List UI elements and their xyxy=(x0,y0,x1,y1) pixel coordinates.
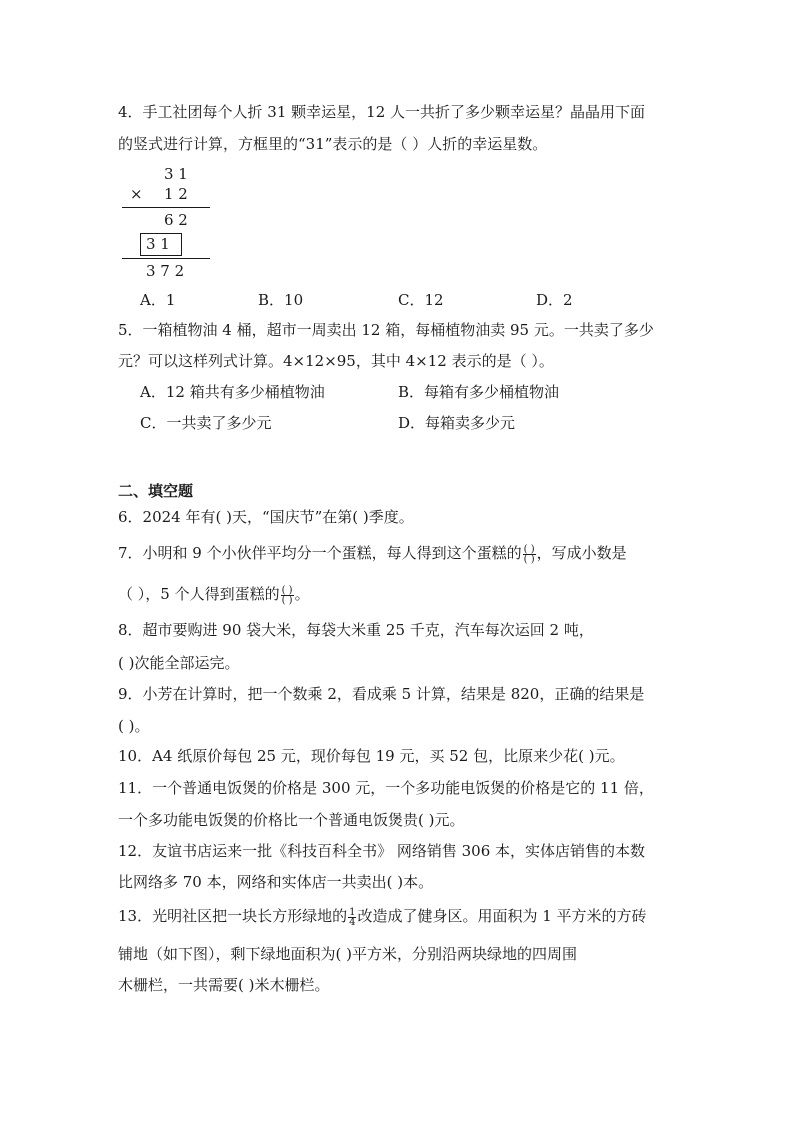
q5-option-d: D．每箱卖多少元 xyxy=(398,414,516,432)
q8-line2: ( )次能全部运完。 xyxy=(118,654,240,672)
q4-option-d: D．2 xyxy=(536,291,573,309)
q9-line1: 9．小芳在计算时，把一个数乘 2，看成乘 5 计算，结果是 820，正确的结果是 xyxy=(118,685,645,703)
q7-line1-start: 7．小明和 9 个小伙伴平均分一个蛋糕，每人得到这个蛋糕的 xyxy=(118,544,522,562)
vm-times-sign: × xyxy=(130,185,143,203)
q7-fraction-1-num: ( ) xyxy=(523,543,535,555)
vm-multiplicand: 3 1 xyxy=(164,165,188,183)
q4-line1: 4．手工社团每个人折 31 颗幸运星，12 人一共折了多少颗幸运星？晶晶用下面 xyxy=(118,103,646,121)
q5-option-c: C．一共卖了多少元 xyxy=(140,414,272,432)
q7-line1-end: ，写成小数是 xyxy=(536,544,627,562)
q4-line2: 的竖式进行计算，方框里的“31”表示的是（ ）人折的幸运星数。 xyxy=(118,135,548,153)
q13-line2: 铺地（如下图），剩下绿地面积为( )平方米，分别沿两块绿地的四周围 xyxy=(118,945,577,963)
vm-result: 3 7 2 xyxy=(146,262,185,280)
q7-line2-start: （ ），5 个人得到蛋糕的 xyxy=(118,585,280,603)
q6-text: 6．2024 年有( )天，“国庆节”在第( )季度。 xyxy=(118,508,414,526)
q7-fraction-2-den: ( ) xyxy=(281,594,293,606)
vm-rule-2 xyxy=(122,258,210,259)
q13-fraction-den: 4 xyxy=(349,916,356,928)
q7-fraction-2-num: ( ) xyxy=(281,584,293,596)
q11-line2: 一个多功能电饭煲的价格比一个普通电饭煲贵( )元。 xyxy=(118,811,465,829)
q4-option-b: B．10 xyxy=(258,291,304,309)
q8-line1: 8．超市要购进 90 袋大米，每袋大米重 25 千克，汽车每次运回 2 吨， xyxy=(118,621,594,639)
q7-line1 xyxy=(118,543,627,564)
q5-option-a: A．12 箱共有多少桶植物油 xyxy=(140,383,325,401)
q4-option-a: A．1 xyxy=(140,291,176,309)
q13-line1-start: 13．光明社区把一块长方形绿地的 xyxy=(118,907,348,925)
q7-fraction-1 xyxy=(523,545,536,564)
q7-line2 xyxy=(118,584,310,605)
vm-partial-product-2: 3 1 xyxy=(146,235,170,253)
vm-rule-1 xyxy=(122,207,210,208)
q4-option-c: C．12 xyxy=(398,291,444,309)
q5-option-b: B．每箱有多少桶植物油 xyxy=(398,383,560,401)
q13-fraction xyxy=(348,908,356,927)
q7-line2-end: 。 xyxy=(294,585,310,603)
q13-fraction-num: 1 xyxy=(349,906,356,918)
q5-line1: 5．一箱植物油 4 桶，超市一周卖出 12 箱，每桶植物油卖 95 元。一共卖了多少 xyxy=(118,321,654,339)
vm-multiplier: 1 2 xyxy=(164,185,188,203)
q7-fraction-2 xyxy=(281,586,294,605)
q13-line1-end: 改造成了健身区。用面积为 1 平方米的方砖 xyxy=(357,907,647,925)
q10-text: 10．A4 纸原价每包 25 元，现价每包 19 元，买 52 包，比原来少花( )元。 xyxy=(118,747,625,765)
q5-line2: 元？可以这样列式计算。4×12×95，其中 4×12 表示的是（ ）。 xyxy=(118,352,554,370)
q9-line2: ( )。 xyxy=(118,717,150,735)
q12-line2: 比网络多 70 本，网络和实体店一共卖出( )本。 xyxy=(118,873,434,891)
vm-partial-product-1: 6 2 xyxy=(164,211,188,229)
section-title-fill-in: 二、填空题 xyxy=(118,482,194,500)
q11-line1: 11．一个普通电饭煲的价格是 300 元，一个多功能电饭煲的价格是它的 11 倍， xyxy=(118,779,654,797)
q12-line1: 12．友谊书店运来一批《科技百科全书》 网络销售 306 本，实体店销售的本数 xyxy=(118,842,646,860)
q13-line3: 木栅栏，一共需要( )米木栅栏。 xyxy=(118,976,330,994)
q7-fraction-1-den: ( ) xyxy=(523,553,535,565)
q13-line1 xyxy=(118,906,647,927)
